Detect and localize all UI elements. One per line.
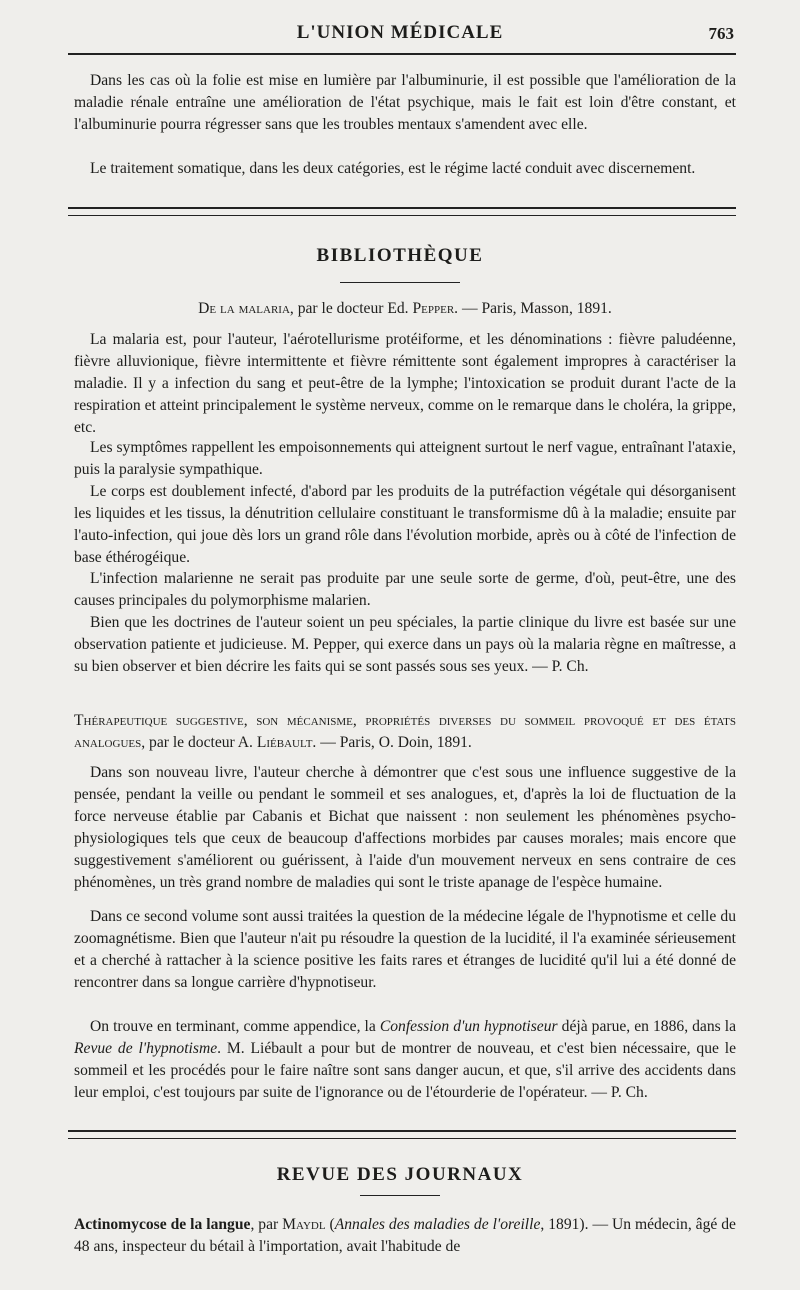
book1-paragraph-5: Bien que les doctrines de l'auteur soient un peu spéciales, la partie clinique du livre est basée sur une observation patiente et judicieuse. M. Pepper, qui exerce dans un pays où la malaria règne en maîtresse, a su bien observer et bien décrire les faits qui se sont passés sous ses yeux. — P. Ch. [74,614,736,675]
text-run: ( [325,1216,335,1233]
entry-text: Un médecin, âgé de 48 ans, inspecteur du bétail à l'importation, avait l'habitude de [74,1216,736,1255]
text-run: , 1891). — [540,1216,609,1233]
journal-citation: Revue de l'hypnotisme [74,1040,218,1057]
title-underline [340,282,460,283]
journal-citation: Annales des maladies de l'oreille [334,1216,541,1233]
intro-paragraph-2: Le traitement somatique, dans les deux catégories, est le régime lacté conduit avec discernement. [90,160,696,177]
text-run: . M. Liébault a pour but de montrer de nouveau, et c'est bien nécessaire, que le sommeil et les procédés pour le faire naître sont sans danger aucun, et que, s'il arrive des accidents dans leur emploi, c'est toujours par suite de l'ignorance ou de l'étourderie de l'opérateur. — P. Ch. [74,1040,736,1101]
book-reference-2 [74,710,736,754]
entry-author: Maydl [282,1216,326,1233]
book-author: Pepper [412,300,455,317]
book-ref-text: , par le docteur Ed. [289,300,413,317]
book1-paragraph-2: Les symptômes rappellent les empoisonnements qui atteignent surtout le nerf vague, entraînant l'ataxie, puis la paralysie sympathique. [74,439,736,478]
text-run: déjà parue, en 1886, dans la [557,1018,737,1035]
running-header: L'UNION MÉDICALE [296,22,504,43]
book-publisher: . — Paris, Masson, 1891. [454,300,612,317]
journal-entry [74,1214,736,1258]
book-reference-1 [74,298,736,320]
section-divider [68,207,736,216]
intro-paragraph-1: Dans les cas où la folie est mise en lumière par l'albuminurie, il est possible que l'amélioration de la maladie rénale entraîne une amélioration de l'état psychique, mais le fait est loin d'être constant, et l'albuminurie pourra régresser sans que les troubles mentaux s'amendent avec elle. [74,72,736,133]
book-author: Liébault [256,734,313,751]
entry-title: Actinomycose de la langue [74,1216,251,1233]
book1-paragraph-1: La malaria est, pour l'auteur, l'aérotellurisme protéiforme, et les dénominations : fièvre paludéenne, fièvre alluvionique, fièvre intermittente et fièvre rémittente sont également impropres à caractériser la maladie. Il y a infection du sang et peut-être de la lymphe; l'intoxication se produit durant l'acte de la respiration et atteint principalement le système nerveux, comme on le remarque dans le choléra, la grippe, etc. [74,331,736,436]
book-ref-text: , par le docteur A. [141,734,257,751]
header-rule [68,53,736,55]
book-publisher: . — Paris, O. Doin, 1891. [312,734,472,751]
book2-paragraph-1: Dans son nouveau livre, l'auteur cherche à démontrer que c'est sous une influence suggestive de la pensée, pendant la veille ou pendant le sommeil et ses analogues, et, d'après la loi de fluctuation de la force nerveuse établie par Cabanis et Bichat que naissent : non seulement les phénomènes psycho-physiologiques tels que ceux de beaucoup d'affections morbides par causes morales; mais encore que suggestivement s'améliorent ou guérissent, à l'aide d'un mouvement nerveux en sens contraire de ces phénomènes, un très grand nombre de maladies qui sont le triste apanage de l'espèce humaine. [74,764,736,891]
book1-paragraph-4: L'infection malarienne ne serait pas produite par une seule sorte de germe, d'où, peut-être, une des causes principales du polymorphisme malarien. [74,570,736,609]
text-run: , par [250,1216,283,1233]
book2-paragraph-2: Dans ce second volume sont aussi traitées la question de la médecine légale de l'hypnotisme et celle du zoomagnétisme. Bien que l'auteur n'ait pu résoudre la question de la lucidité, il l'a examinée sérieusement et a cherché à rattacher à la science positive les faits rares et étranges de lucidité qu'il lui a été donné de rencontrer dans sa longue carrière d'hypnotiseur. [74,908,736,991]
revue-title: REVUE DES JOURNAUX [276,1164,524,1185]
book2-paragraph-3 [74,1016,736,1104]
book-title: De la malaria [198,300,290,317]
bibliotheque-title: BIBLIOTHÈQUE [316,245,484,266]
book-title: Thérapeutique suggestive, son mécanisme, propriétés diverses du sommeil provoqué et des états analogues [74,712,736,751]
title-underline [360,1195,440,1196]
title-citation: Confession d'un hypnotiseur [379,1018,558,1035]
book1-paragraph-3: Le corps est doublement infecté, d'abord par les produits de la putréfaction végétale qui désorganisent les liquides et les tissus, la dénutrition cellulaire constituant le transformisme dû à la maladie; ensuite par l'auto-infection, qui joue dès lors un grand rôle dans l'évolution morbide, après ou à côté de l'infection de base éthérogéique. [74,483,736,566]
page-number: 763 [708,24,734,43]
text-run: On trouve en terminant, comme appendice, la [90,1018,380,1035]
section-divider [68,1130,736,1139]
